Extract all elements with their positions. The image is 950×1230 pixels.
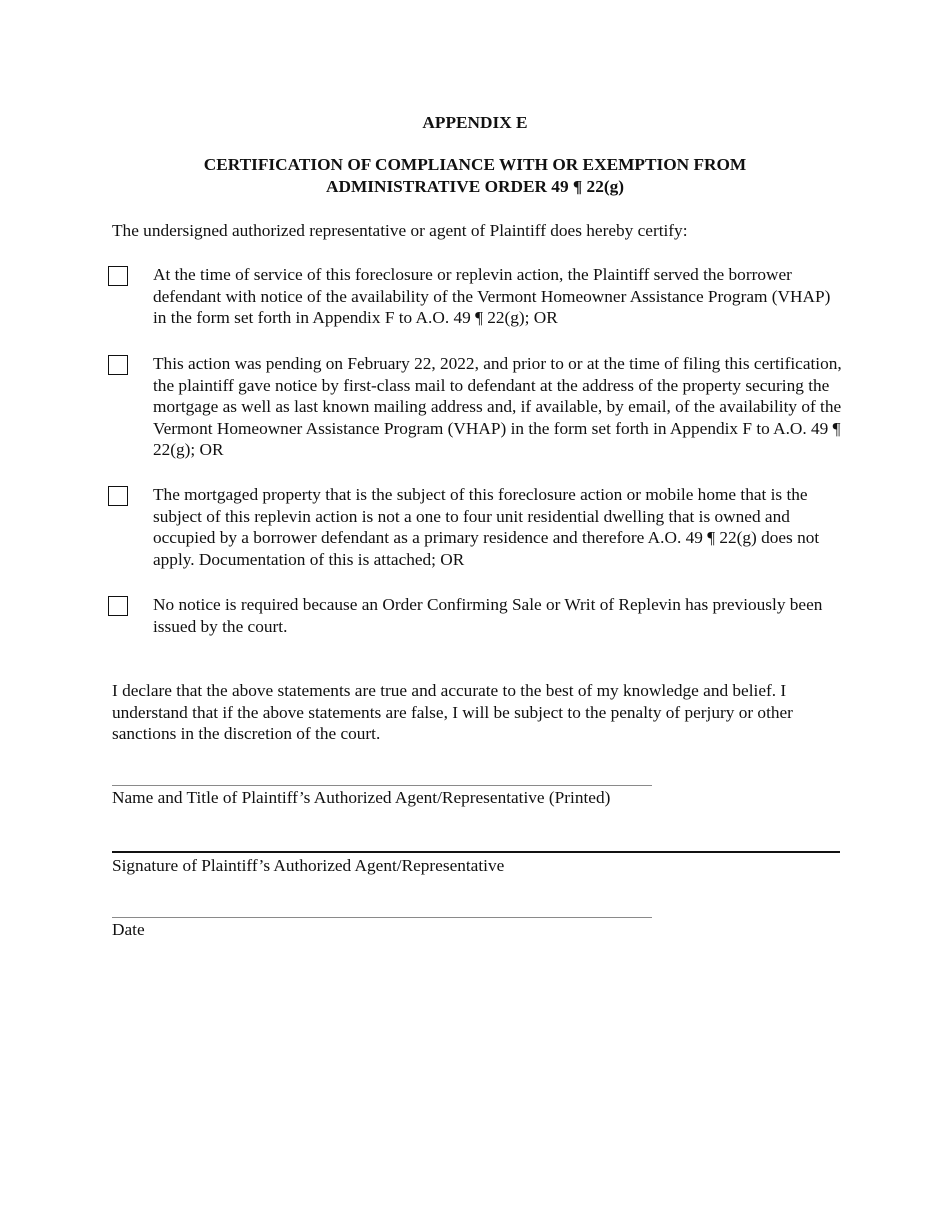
option-3-checkbox[interactable]: [108, 486, 128, 506]
date-line[interactable]: [112, 917, 652, 918]
option-1-text: At the time of service of this foreclosure or replevin action, the Plaintiff served the borrower defendant with notice of the availability of the Vermont Homeowner Assistance Program (VHAP) in the form set forth in Appendix F to A.O. 49 ¶ 22(g); OR: [153, 265, 831, 327]
option-4-checkbox[interactable]: [108, 596, 128, 616]
option-4-text: No notice is required because an Order Confirming Sale or Writ of Replevin has previously been issued by the court.: [153, 595, 823, 636]
document-title-line-2: ADMINISTRATIVE ORDER 49 ¶ 22(g): [325, 176, 624, 196]
option-2-text: This action was pending on February 22, 2022, and prior to or at the time of filing this certification, the plaintiff gave notice by first-class mail to defendant at the address of the property securing the mortgage as well as last known mailing address and, if available, by email, of the availability of the Vermont Homeowner Assistance Program (VHAP) in the form set forth in Appendix F to A.O. 49 ¶ 22(g); OR: [153, 354, 842, 459]
document-title-line-1: CERTIFICATION OF COMPLIANCE WITH OR EXEMPTION FROM: [203, 155, 747, 174]
printed-name-label: Name and Title of Plaintiff’s Authorized Agent/Representative (Printed): [112, 788, 611, 807]
printed-name-line[interactable]: [112, 785, 652, 786]
date-label: Date: [112, 920, 145, 939]
document-title: [112, 154, 838, 197]
option-3-text: The mortgaged property that is the subject of this foreclosure action or mobile home that is the subject of this replevin action is not a one to four unit residential dwelling that is owned and occupied by a borrower defendant as a primary residence and therefore A.O. 49 ¶ 22(g) does not apply. Documentation of this is attached; OR: [153, 485, 820, 569]
declaration-statement: I declare that the above statements are true and accurate to the best of my knowledge and belief. I understand that if the above statements are false, I will be subject to the penalty of perjury or other sanctions in the discretion of the court.: [112, 681, 793, 743]
signature-line[interactable]: [112, 851, 840, 853]
option-2-checkbox[interactable]: [108, 355, 128, 375]
signature-label: Signature of Plaintiff’s Authorized Agent/Representative: [112, 856, 505, 875]
intro-statement: The undersigned authorized representative or agent of Plaintiff does hereby certify:: [112, 221, 688, 240]
option-1-checkbox[interactable]: [108, 266, 128, 286]
appendix-title: APPENDIX E: [422, 113, 528, 132]
